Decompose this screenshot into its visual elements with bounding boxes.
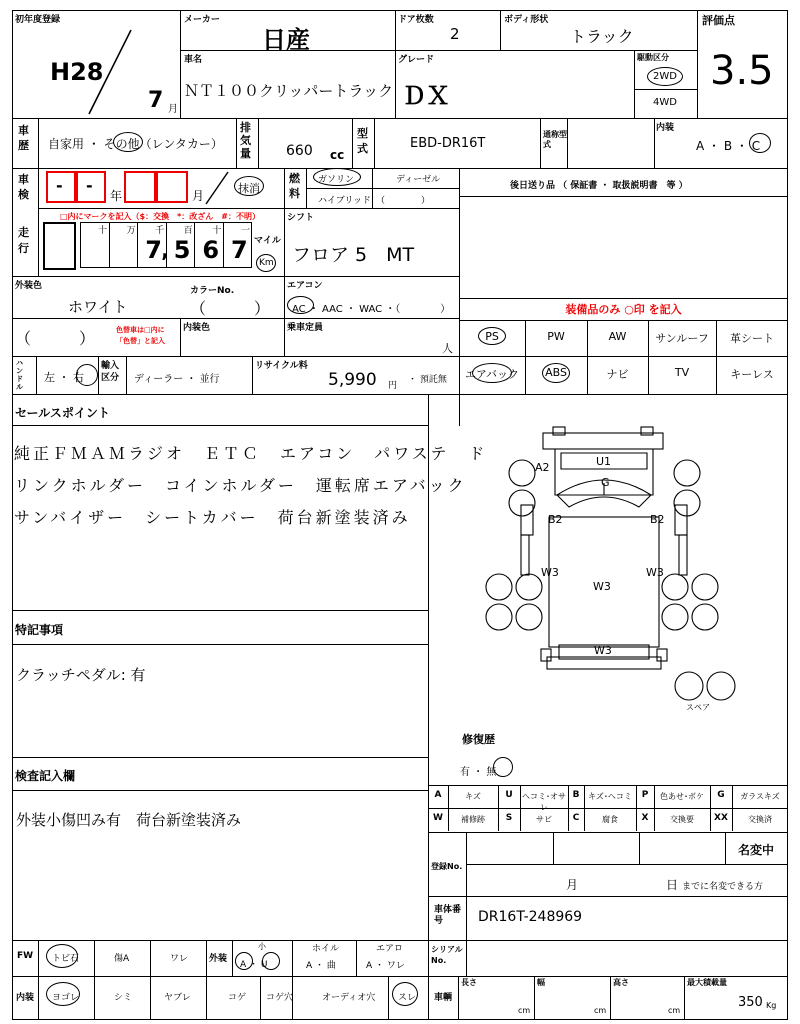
legend-code: C — [572, 813, 580, 823]
divider — [697, 10, 698, 118]
inspection-month-unit: 月 — [192, 189, 205, 203]
odometer-unit: 百 — [183, 226, 193, 236]
equipment-divider — [525, 320, 526, 356]
length-unit: cm — [518, 1006, 531, 1015]
legend-desc: 補修跡 — [461, 815, 485, 824]
divider — [634, 89, 697, 90]
check-title: 検査記入欄 — [15, 769, 76, 783]
divider — [12, 644, 428, 645]
odometer-digit: 5 — [173, 236, 191, 264]
legend-divider — [654, 785, 655, 831]
divider — [12, 118, 788, 119]
registration-deadline: までに名変できる方 — [682, 882, 764, 892]
capacity-unit: 人 — [442, 342, 453, 355]
legend-code: P — [641, 790, 649, 800]
legend-divider — [448, 785, 449, 831]
recycle-value: 5,990 — [328, 370, 377, 390]
legend-desc: キズ — [465, 792, 481, 801]
color-change-paren: （ ） — [15, 329, 96, 348]
divider — [206, 976, 207, 1020]
repair-label: 修復歴 — [462, 733, 495, 746]
special-title: 特記事項 — [15, 623, 64, 637]
divider — [306, 188, 459, 189]
fuel-other: （ ） — [376, 196, 431, 206]
divider — [258, 118, 259, 168]
legend-code: G — [717, 790, 725, 800]
damage-mark-u1: U1 — [596, 455, 612, 468]
capacity-label: 乗車定員 — [287, 323, 324, 333]
divider — [180, 10, 181, 118]
legend-code: B — [572, 790, 580, 800]
disp-unit: cc — [330, 148, 345, 162]
divider — [459, 298, 788, 299]
inspection-expired-circle — [234, 176, 264, 196]
equipment-circle — [478, 327, 506, 345]
equipment-divider — [648, 356, 649, 394]
divider — [634, 50, 635, 118]
legend-divider — [498, 785, 499, 831]
odometer-comma: , — [161, 238, 169, 262]
height-unit: cm — [668, 1006, 681, 1015]
disp-value: 660 — [286, 143, 313, 159]
equipment-item: AW — [608, 330, 627, 343]
equipment-item: ABS — [545, 366, 567, 379]
drive-label: 駆動区分 — [637, 53, 669, 62]
equipment-divider — [648, 320, 649, 356]
divider — [180, 50, 697, 51]
legend-code: W — [433, 813, 443, 823]
divider — [567, 118, 568, 168]
int-item-burn: コゲ — [228, 993, 247, 1003]
legend-desc: サビ — [536, 815, 552, 824]
first-reg-slash — [85, 28, 135, 116]
damage-mark-b2-right: B2 — [650, 513, 665, 526]
handle-value: 左 ・ 右 — [44, 371, 84, 384]
equipment-item: キーレス — [730, 368, 774, 381]
divider — [94, 940, 95, 1020]
fw-item-tobiishi: トビ石 — [52, 954, 80, 964]
int-dirt-circle — [46, 982, 80, 1006]
divider — [236, 118, 237, 168]
width-label: 幅 — [537, 978, 545, 987]
divider — [12, 610, 428, 611]
model-value: EBD-DR16T — [410, 136, 486, 151]
grade-label: グレード — [398, 55, 435, 65]
fuel-label: 燃料 — [289, 172, 300, 200]
equipment-item: PW — [547, 330, 565, 343]
drive-2wd-circle — [647, 67, 683, 86]
divider — [610, 976, 611, 1020]
ext-small-options: A ・ U — [240, 960, 268, 970]
shift-label: シフト — [287, 213, 315, 223]
ac-options: AC ・ AAC ・ WAC ・（ ） — [292, 304, 451, 315]
divider — [553, 832, 554, 864]
chassis-label: 車体番号 — [434, 905, 462, 926]
divider — [12, 790, 428, 791]
chassis-value: DR16T-248969 — [478, 909, 583, 925]
damage-mark-b2-left: B2 — [548, 513, 563, 526]
history-value: 自家用 ・ その他（レンタカー） — [48, 137, 223, 151]
check-text: 外装小傷凹み有 荷台新塗装済み — [16, 811, 242, 829]
divider — [98, 356, 99, 394]
interior-c-circle — [749, 133, 771, 153]
ac-circle — [287, 296, 314, 314]
spare-label: スペア — [686, 703, 710, 712]
odometer-divider — [223, 222, 224, 268]
inspection-expired: 抹消 — [238, 182, 260, 195]
fuel-gasoline: ガソリン — [318, 175, 355, 185]
divider — [352, 118, 353, 168]
equipment-divider — [525, 356, 526, 394]
drive-2wd: 2WD — [653, 71, 677, 82]
legend-code: X — [641, 813, 649, 823]
damage-mark-w3-center: W3 — [593, 580, 611, 593]
fw-item-crack: ワレ — [170, 954, 189, 964]
odometer-unit: 千 — [155, 226, 165, 236]
odometer-divider — [194, 222, 195, 268]
registration-month: 月 — [566, 878, 579, 892]
divider — [395, 50, 396, 118]
int-item-wear: スレ — [398, 993, 417, 1003]
ext-wheel-options: A ・ 曲 — [306, 961, 336, 971]
int-wear-circle — [392, 982, 418, 1006]
odometer-digit: 7 — [145, 236, 162, 264]
legend-desc: 腐食 — [602, 815, 618, 824]
sales-line-2: リンクホルダー コインホルダー 運転席エアバック — [14, 476, 467, 495]
odometer-unit: 万 — [126, 226, 136, 236]
legend-divider — [710, 785, 711, 831]
divider — [38, 118, 39, 168]
odometer-divider — [166, 222, 167, 268]
odometer-unit: 十 — [212, 226, 222, 236]
interior-label: 内装 — [656, 123, 675, 133]
mileage-label: 走行 — [18, 226, 29, 255]
divider — [356, 940, 357, 976]
ext-small-a-circle — [235, 952, 253, 970]
divider — [374, 118, 375, 168]
divider — [292, 940, 293, 1020]
common-model-label: 通称型式 — [543, 130, 567, 149]
inspection-year-unit: 年 — [110, 189, 123, 203]
divider — [38, 940, 39, 1020]
inspection-month-box-1 — [124, 171, 156, 203]
divider — [428, 940, 429, 1020]
divider — [459, 168, 460, 426]
first-reg-label: 初年度登録 — [15, 15, 61, 25]
registration-day: 日 — [666, 878, 679, 892]
fuel-hybrid: ハイブリッド — [318, 196, 372, 206]
divider — [284, 168, 285, 208]
color-label: 外装色 — [15, 281, 43, 291]
mileage-note: □内にマークを記入（$：交換 *：改ざん #：不明） — [60, 212, 261, 221]
equipment-item: PS — [485, 330, 499, 343]
legend-divider — [636, 785, 637, 831]
legend-code: U — [505, 790, 513, 800]
legend-code: XX — [714, 813, 728, 823]
divider — [500, 10, 501, 50]
recycle-unit: 円 — [388, 381, 398, 391]
damage-mark-w3-rear: W3 — [594, 644, 612, 657]
divider — [252, 356, 253, 394]
divider — [12, 976, 788, 977]
car-name-label: 車名 — [184, 55, 203, 65]
body-label: ボディ形状 — [504, 15, 549, 25]
import-label: 輸入区分 — [101, 361, 120, 383]
inspection-month-box-2 — [156, 171, 188, 203]
divider — [36, 356, 37, 394]
shift-value: フロア 5 MT — [292, 244, 415, 266]
divider — [150, 940, 151, 1020]
doors-label: ドア枚数 — [398, 15, 434, 25]
ext-aero-options: A ・ ワレ — [366, 961, 405, 971]
inspection-label: 車検 — [18, 173, 29, 201]
body-value: トラック — [570, 27, 634, 46]
recycle-label: リサイクル料 — [255, 361, 308, 371]
equipment-circle — [542, 363, 570, 383]
divider — [206, 940, 207, 976]
legend-divider — [428, 785, 788, 786]
recycle-deposit: ・ 預託無 — [408, 375, 447, 385]
divider — [540, 118, 541, 168]
equipment-circle — [472, 363, 512, 383]
divider — [639, 832, 640, 864]
length-label: 長さ — [461, 978, 477, 987]
equipment-item: エアバック — [464, 368, 520, 381]
fuel-gasoline-circle — [313, 168, 361, 186]
divider — [260, 976, 261, 1020]
mileage-km-circle — [256, 254, 276, 272]
fw-tobiishi-circle — [46, 944, 78, 968]
divider — [284, 208, 285, 276]
color-no-label: カラーNo. — [190, 286, 235, 296]
maker-label: メーカー — [184, 15, 220, 25]
mileage-km-label: Km — [259, 258, 274, 268]
handle-label: ハンドル — [16, 359, 23, 391]
equipment-divider — [716, 356, 717, 394]
legend-code: A — [434, 790, 442, 800]
divider — [684, 976, 685, 1020]
odometer-digit: 6 — [202, 236, 220, 264]
ac-label: エアコン — [287, 281, 323, 291]
divider — [126, 356, 127, 394]
history-label: 車歴 — [18, 124, 29, 152]
fw-label: FW — [17, 951, 34, 961]
legend-desc: 交換要 — [670, 815, 694, 824]
divider — [232, 940, 233, 976]
ext-label: 外装 — [209, 954, 228, 964]
sales-line-1: 純正ＦＭＡＭラジオ ＥＴＣ エアコン パワステ ド — [14, 444, 488, 463]
serial-label: シリアルNo. — [431, 945, 463, 965]
divider — [180, 318, 181, 356]
int-item-dirt: ヨゴレ — [52, 993, 80, 1003]
equipment-divider — [716, 320, 717, 356]
color-change-note: 色替車は□内に「色替」と記入 — [116, 326, 165, 345]
doors-value: 2 — [450, 25, 460, 43]
divider — [12, 757, 428, 758]
load-label: 最大積載量 — [687, 978, 727, 987]
mileage-mile-label: マイル — [254, 236, 281, 246]
import-value: ディーラー ・ 並行 — [134, 374, 220, 385]
sales-line-3: サンバイザー シートカバー 荷台新塗装済み — [14, 508, 411, 527]
sales-title: セールスポイント — [15, 406, 110, 420]
disp-label: 排気量 — [240, 121, 251, 160]
load-value: 350 — [738, 995, 763, 1010]
inspection-dash-2: - — [86, 176, 93, 195]
history-other-circle — [113, 132, 143, 152]
repair-value: 有 ・ 無 — [460, 767, 497, 778]
divider — [428, 832, 788, 833]
fw-item-scratch: 傷A — [114, 954, 130, 964]
first-reg-month: 7 — [148, 88, 164, 113]
divider — [284, 318, 285, 356]
ext-wheel-label: ホイル — [312, 944, 340, 954]
ext-aero-label: エアロ — [376, 944, 404, 954]
equipment-item: 革シート — [730, 332, 774, 345]
fuel-diesel: ディーゼル — [396, 175, 441, 185]
damage-mark-w3-right: W3 — [646, 566, 664, 579]
dims-label: 車輌 — [434, 993, 453, 1003]
divider — [466, 864, 788, 865]
damage-mark-w3-left: W3 — [541, 566, 559, 579]
int-item-tear: ヤブレ — [164, 993, 191, 1003]
divider — [725, 832, 726, 864]
legend-desc: キズ･ヘコミ — [588, 792, 632, 801]
divider — [466, 940, 467, 976]
odometer-divider — [109, 222, 110, 268]
handle-right-circle — [76, 364, 98, 386]
damage-mark-a2: A2 — [535, 461, 550, 474]
score-value: 3.5 — [710, 48, 774, 94]
inspection-slash — [202, 170, 232, 206]
equipment-item: TV — [674, 366, 690, 379]
divider — [12, 318, 459, 319]
divider — [428, 896, 788, 897]
ext-small-label: 小 — [258, 942, 266, 951]
odometer-divider — [137, 222, 138, 268]
color-value: ホワイト — [68, 298, 128, 316]
int-color-label: 内装色 — [183, 323, 211, 333]
car-name-value: ＮＴ１００クリッパートラック — [184, 82, 394, 100]
divider — [38, 208, 459, 209]
equipment-item: サンルーフ — [655, 332, 709, 345]
divider — [12, 356, 459, 357]
legend-desc: 交換済 — [748, 815, 772, 824]
int-item-burn-hole: コゲ穴 — [266, 993, 294, 1003]
legend-divider — [584, 785, 585, 831]
equip-header: 装備品のみ ○印 を記入 — [565, 303, 682, 316]
equipment-divider — [587, 356, 588, 394]
first-reg-month-unit: 月 — [168, 104, 178, 115]
registration-label: 登録No. — [431, 862, 463, 871]
legend-divider — [568, 785, 569, 831]
odometer-unit: 一 — [241, 226, 251, 236]
divider — [388, 976, 389, 1020]
ext-small-u-circle — [262, 952, 280, 970]
divider — [12, 425, 428, 426]
divider — [458, 976, 459, 1020]
legend-code: S — [505, 813, 513, 823]
int-item-stain: シミ — [114, 993, 133, 1003]
odometer-unit: 十 — [98, 226, 108, 236]
legend-divider — [520, 785, 521, 831]
int-item-audio-hole: オーディオ穴 — [322, 993, 376, 1003]
mileage-mark-box — [43, 222, 76, 270]
odometer-digit: 7 — [231, 236, 248, 264]
maker-value: 日産 — [262, 26, 310, 54]
divider — [459, 320, 788, 321]
load-unit: Kg — [766, 1001, 777, 1010]
damage-mark-g: G — [601, 476, 610, 489]
drive-4wd: 4WD — [653, 97, 677, 108]
grade-value: ＤＸ — [402, 82, 450, 110]
divider — [654, 118, 655, 168]
interior-grade: A ・ B ・ C — [696, 139, 761, 153]
divider — [38, 168, 39, 276]
divider — [12, 168, 788, 169]
score-label: 評価点 — [702, 14, 735, 27]
height-label: 高さ — [613, 978, 629, 987]
legend-desc: 色あせ･ボケ — [660, 792, 704, 801]
divider — [284, 276, 285, 318]
divider — [12, 276, 459, 277]
docs-label: 後日送り品 （ 保証書 ・ 取扱説明書 等 ） — [510, 181, 688, 191]
divider — [534, 976, 535, 1020]
equipment-item: ナビ — [606, 368, 629, 381]
equipment-divider — [587, 320, 588, 356]
inspection-dash-1: - — [56, 176, 63, 195]
width-unit: cm — [594, 1006, 607, 1015]
registration-change: 名変中 — [738, 843, 775, 857]
int-label: 内装 — [16, 993, 35, 1003]
repair-circle — [493, 757, 513, 777]
divider — [466, 896, 467, 940]
legend-desc: ガラスキズ — [740, 792, 780, 801]
divider — [395, 10, 396, 50]
model-label: 型式 — [357, 127, 368, 155]
legend-desc: ヘコミ･オサレ — [522, 792, 566, 812]
divider — [459, 196, 788, 197]
color-no-value: （ ） — [190, 299, 271, 318]
equipment-divider — [459, 356, 788, 357]
first-reg-year: H28 — [50, 58, 104, 86]
legend-divider — [428, 808, 788, 809]
legend-divider — [732, 785, 733, 831]
special-text: クラッチペダル: 有 — [16, 666, 146, 684]
